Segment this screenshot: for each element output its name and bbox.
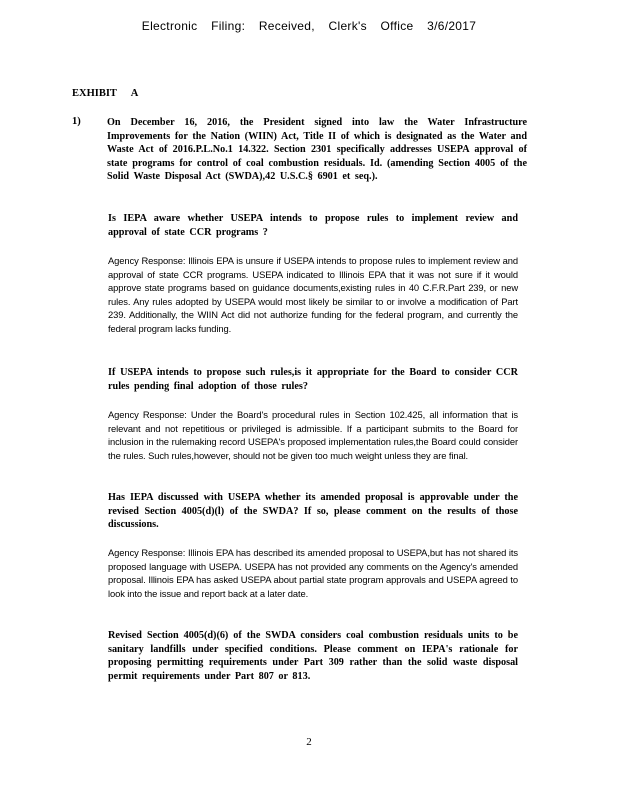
page-number: 2 — [306, 736, 312, 748]
question-2: If USEPA intends to propose such rules,is it appropriate for the Board to consider CCR rules pending final adoption of those rules? — [108, 367, 518, 392]
question-1: Is IEPA aware whether USEPA intends to propose rules to implement review and approval of state CCR programs ? — [108, 213, 518, 238]
item-1-text: On December 16, 2016, the President signed into law the Water Infrastructure Improvements for the Nation (WIIN) Act, Title II of which is designated as the Water and Waste Act of 2016.P.L.No.1 14.322. Section 2301 specifically addresses USEPA approval of state programs for control of coal combustion residuals. Id. (amending Section 4005 of the Solid Waste Disposal Act (SWDA),42 U.S.C.§ 6901 et seq.). — [107, 117, 527, 183]
filing-header: Electronic Filing: Received, Clerk's Office 3/6/2017 — [141, 19, 477, 33]
item-number: 1) — [72, 116, 81, 127]
exhibit-title: EXHIBIT A — [72, 88, 139, 99]
response-3: Agency Response: Illinois EPA has described its amended proposal to USEPA,but has not shared its proposed language with USEPA. USEPA has not provided any comments on the Agency's amended proposal. Illinois EPA has asked USEPA about partial state program approvals and USEPA agreed to look into the issue and report back at a later date. — [108, 547, 518, 599]
question-3: Has IEPA discussed with USEPA whether its amended proposal is approvable under the revised Section 4005(d)(l) of the SWDA? If so, please comment on the results of those discussions. — [108, 492, 518, 531]
response-2: Agency Response: Under the Board's procedural rules in Section 102.425, all information that is relevant and not repetitious or privileged is admissible. If a participant submits to the Board for inclusion in the rulemaking record USEPA's proposed implementation rules,the Board could consider the rules. Such rules,however, should not be given too much weight unless they are final. — [108, 409, 518, 461]
question-4: Revised Section 4005(d)(6) of the SWDA considers coal combustion residuals units to be sanitary landfills under specified conditions. Please comment on IEPA's rationale for proposing permitting requirements under Part 309 rather than the solid waste disposal permit requirements under Part 807 or 813. — [108, 630, 518, 682]
response-1: Agency Response: Illinois EPA is unsure if USEPA intends to propose rules to implement review and approval of state CCR programs. USEPA indicated to Illinois EPA that it was not sure if it would approve state programs based on guidance documents,existing rules in 40 C.F.R.Part 239, or new rules. Any rules adopted by USEPA would most likely be similar to or involve a modification of Part 239. Additionally, the WIIN Act did not authorize funding for the federal program, and currently the federal program lacks funding. — [108, 255, 518, 334]
